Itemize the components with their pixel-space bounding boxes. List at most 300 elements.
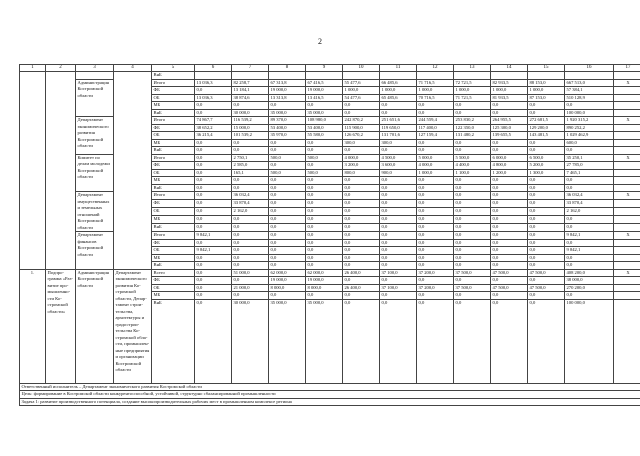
value-cell: 0,0	[491, 184, 528, 192]
value-cell: 0,0	[380, 262, 417, 270]
value-cell: 30 000,0	[232, 299, 269, 383]
value-cell: 0,0	[232, 224, 269, 232]
value-cell: 0,0	[417, 200, 454, 208]
value-cell: 0,0	[195, 109, 232, 117]
mark-cell	[614, 284, 640, 292]
column-number: 3	[76, 65, 114, 72]
value-cell: 0,0	[306, 254, 343, 262]
value-cell: 0,0	[306, 292, 343, 300]
value-cell: 0,0	[269, 139, 306, 147]
value-cell	[565, 72, 614, 80]
value-cell: 264 955,5	[491, 117, 528, 125]
value-cell: 0,0	[195, 200, 232, 208]
value-cell: 0,0	[343, 277, 380, 285]
value-cell: 0,0	[454, 247, 491, 255]
value-cell: 0,0	[343, 109, 380, 117]
value-cell: 116 539,2	[232, 117, 269, 125]
source-cell: ОБ	[152, 208, 195, 216]
value-cell: 0,0	[232, 232, 269, 240]
value-cell: 70 716,5	[417, 94, 454, 102]
column-number: 14	[491, 65, 528, 72]
value-cell: 131 701,6	[380, 132, 417, 140]
value-cell: 0,0	[491, 232, 528, 240]
column-number: 1	[20, 65, 46, 72]
value-cell: 2 162,0	[232, 208, 269, 216]
value-cell: 89 370,0	[269, 117, 306, 125]
value-cell: 0,0	[306, 224, 343, 232]
mark-cell	[614, 87, 640, 95]
value-cell: 0,0	[306, 208, 343, 216]
executor-cell: Департамент имущественных и земельных отношений Костромской области	[76, 192, 114, 232]
value-cell: 242 870,2	[343, 117, 380, 125]
value-cell: 0,0	[380, 292, 417, 300]
value-cell: 0,0	[380, 216, 417, 224]
value-cell: 0,0	[491, 254, 528, 262]
value-cell: 800,0	[343, 169, 380, 177]
source-cell: ОБ	[152, 94, 195, 102]
source-cell: ФБ	[152, 87, 195, 95]
executor-cell: Администрация Костромской области	[76, 79, 114, 117]
value-cell: 139 655,5	[491, 132, 528, 140]
value-cell: 0,0	[417, 192, 454, 200]
value-cell: 55 477,6	[343, 79, 380, 87]
mark-cell	[614, 162, 640, 170]
value-cell: 0,0	[454, 224, 491, 232]
value-cell: 13 313,8	[269, 94, 306, 102]
mark-cell	[614, 254, 640, 262]
value-cell: 0,0	[491, 239, 528, 247]
source-cell: Итого	[152, 154, 195, 162]
value-cell: 0,0	[380, 147, 417, 155]
value-cell: 4 500,0	[380, 154, 417, 162]
mark-cell: X	[614, 154, 640, 162]
value-cell: 55 580,0	[306, 132, 343, 140]
value-cell: 0,0	[306, 262, 343, 270]
value-cell: 0,0	[269, 292, 306, 300]
value-cell: 0,0	[491, 102, 528, 110]
value-cell: 0,0	[491, 277, 528, 285]
value-cell: 37 500,0	[454, 269, 491, 277]
value-cell: 0,0	[269, 262, 306, 270]
source-cell: ВнБ	[152, 184, 195, 192]
source-cell: ОБ	[152, 132, 195, 140]
value-cell: 2 162,0	[565, 208, 614, 216]
value-cell: 0,0	[380, 239, 417, 247]
value-cell: 0,0	[380, 247, 417, 255]
value-cell: 0,0	[232, 184, 269, 192]
value-cell: 0,0	[417, 208, 454, 216]
value-cell: 1 000,0	[417, 169, 454, 177]
value-cell: 0,0	[454, 277, 491, 285]
value-cell: 0,0	[454, 109, 491, 117]
value-cell: 0,0	[343, 224, 380, 232]
executor-cell: Администрация Костромской области	[76, 269, 114, 383]
number-cell: 1.	[20, 269, 46, 383]
value-cell: 0,0	[380, 102, 417, 110]
value-cell: 2 750,1	[232, 154, 269, 162]
value-cell: 0,0	[306, 200, 343, 208]
footer-goal: Цель: формирование в Костромской области конкурентоспособной, устойчивой, структурно сбалансированной промышленности	[20, 391, 640, 399]
source-cell: МБ	[152, 139, 195, 147]
value-cell: 0,0	[343, 102, 380, 110]
executor-cell: Департамент финансов Костромской области	[76, 232, 114, 270]
value-cell: 119 650,0	[380, 124, 417, 132]
value-cell: 165,1	[232, 169, 269, 177]
value-cell: 0,0	[232, 139, 269, 147]
value-cell: 0,0	[454, 208, 491, 216]
value-cell: 0,0	[417, 277, 454, 285]
value-cell: 300,0	[380, 139, 417, 147]
value-cell: 26 400,0	[343, 284, 380, 292]
value-cell: 0,0	[343, 232, 380, 240]
column-number: 17	[614, 65, 640, 72]
value-cell: 500,0	[269, 154, 306, 162]
value-cell: 101 539,2	[232, 132, 269, 140]
value-cell: 0,0	[454, 184, 491, 192]
mark-cell	[614, 102, 640, 110]
value-cell: 0,0	[380, 184, 417, 192]
value-cell: 37 500,0	[454, 284, 491, 292]
value-cell: 8 000,0	[269, 284, 306, 292]
value-cell: 500,0	[306, 169, 343, 177]
value-cell: 0,0	[343, 177, 380, 185]
value-cell: 0,0	[195, 169, 232, 177]
value-cell: 0,0	[528, 200, 565, 208]
value-cell: 0,0	[528, 139, 565, 147]
value-cell	[614, 72, 640, 80]
value-cell: 36 032,4	[565, 192, 614, 200]
source-cell: Всего	[152, 269, 195, 277]
value-cell	[454, 72, 491, 80]
value-cell: 0,0	[454, 147, 491, 155]
table-row	[20, 72, 640, 80]
value-cell: 0,0	[306, 162, 343, 170]
source-cell: ВнБ	[152, 72, 195, 80]
value-cell: 4 400,0	[454, 162, 491, 170]
value-cell: 0,0	[491, 147, 528, 155]
source-cell: МБ	[152, 102, 195, 110]
source-cell: ВнБ	[152, 262, 195, 270]
value-cell: 1 000,0	[417, 87, 454, 95]
value-cell: 0,0	[232, 292, 269, 300]
coexecutor-cell: Департамент экономического развития Костромской области, Департамент строительства, архитектуры и градостроительства Костромской области, промышленные предприятия и организации Костромской области	[114, 269, 152, 383]
value-cell: 0,0	[306, 184, 343, 192]
value-cell	[380, 72, 417, 80]
source-cell: ФБ	[152, 200, 195, 208]
value-cell: 5 000,0	[417, 154, 454, 162]
value-cell	[343, 72, 380, 80]
value-cell	[195, 72, 232, 80]
table-row	[20, 154, 640, 162]
value-cell: 30 000,0	[232, 109, 269, 117]
value-cell: 2 585,0	[232, 162, 269, 170]
value-cell: 0,0	[269, 239, 306, 247]
value-cell: 9 842,1	[195, 232, 232, 240]
value-cell: 1 200,0	[491, 169, 528, 177]
value-cell: 4 800,0	[491, 162, 528, 170]
value-cell: 0,0	[417, 262, 454, 270]
value-cell: 0,0	[343, 254, 380, 262]
value-cell: 87 153,0	[528, 94, 565, 102]
value-cell: 6 500,0	[528, 154, 565, 162]
value-cell: 272 681,5	[528, 117, 565, 125]
value-cell: 82 933,5	[491, 79, 528, 87]
value-cell: 0,0	[195, 87, 232, 95]
value-cell: 0,0	[232, 216, 269, 224]
value-cell: 244 559,4	[417, 117, 454, 125]
mark-cell	[614, 299, 640, 383]
value-cell: 0,0	[417, 239, 454, 247]
executor-cell: Комитет по делам молодежи Костромской области	[76, 154, 114, 192]
value-cell: 57 384,1	[565, 87, 614, 95]
value-cell: 0,0	[417, 247, 454, 255]
value-cell: 667 513,0	[565, 79, 614, 87]
value-cell: 13 036,3	[195, 94, 232, 102]
value-cell: 0,0	[417, 109, 454, 117]
column-number: 2	[46, 65, 76, 72]
value-cell: 0,0	[565, 177, 614, 185]
value-cell: 82 258,7	[232, 79, 269, 87]
column-number: 12	[417, 65, 454, 72]
value-cell: 0,0	[528, 232, 565, 240]
mark-cell: X	[614, 117, 640, 125]
value-cell: 0,0	[195, 192, 232, 200]
value-cell	[491, 72, 528, 80]
value-cell: 0,0	[195, 292, 232, 300]
value-cell: 13 416,5	[306, 94, 343, 102]
value-cell: 8 000,0	[306, 284, 343, 292]
value-cell: 72 721,5	[454, 79, 491, 87]
value-cell: 0,0	[269, 208, 306, 216]
column-number: 11	[380, 65, 417, 72]
value-cell: 0,0	[343, 147, 380, 155]
value-cell: 1 300,0	[528, 169, 565, 177]
value-cell: 0,0	[565, 239, 614, 247]
value-cell: 0,0	[195, 102, 232, 110]
value-cell: 0,0	[343, 239, 380, 247]
value-cell: 0,0	[491, 299, 528, 383]
value-cell: 37 200,0	[417, 284, 454, 292]
value-cell: 47 500,0	[491, 284, 528, 292]
value-cell: 0,0	[343, 184, 380, 192]
value-cell: 0,0	[232, 254, 269, 262]
value-cell: 0,0	[491, 262, 528, 270]
value-cell: 6 000,0	[491, 154, 528, 162]
value-cell: 0,0	[528, 262, 565, 270]
value-cell: 35 000,0	[269, 299, 306, 383]
column-number: 6	[195, 65, 232, 72]
column-number: 5	[152, 65, 195, 72]
value-cell	[528, 72, 565, 80]
value-cell: 5 200,0	[528, 162, 565, 170]
column-number: 16	[565, 65, 614, 72]
value-cell: 0,0	[343, 216, 380, 224]
program-cell: Подпрограмма «Развитие промышленности Костромской области»	[46, 269, 76, 383]
source-cell: ВнБ	[152, 224, 195, 232]
value-cell: 0,0	[528, 247, 565, 255]
value-cell: 0,0	[417, 147, 454, 155]
source-cell: МБ	[152, 216, 195, 224]
value-cell: 129 200,0	[528, 124, 565, 132]
source-cell: ОБ	[152, 169, 195, 177]
value-cell: 62 000,0	[269, 269, 306, 277]
mark-cell	[614, 109, 640, 117]
value-cell: 21 000,0	[232, 284, 269, 292]
value-cell: 0,0	[565, 147, 614, 155]
value-cell: 65 485,6	[380, 94, 417, 102]
value-cell: 0,0	[232, 247, 269, 255]
value-cell: 0,0	[417, 216, 454, 224]
value-cell: 0,0	[269, 247, 306, 255]
value-cell: 0,0	[380, 254, 417, 262]
value-cell: 0,0	[269, 192, 306, 200]
value-cell: 500,0	[306, 154, 343, 162]
value-cell: 0,0	[454, 192, 491, 200]
value-cell: 0,0	[528, 208, 565, 216]
value-cell: 0,0	[380, 177, 417, 185]
value-cell: 71 721,5	[454, 94, 491, 102]
program-cell	[46, 72, 76, 270]
value-cell: 0,0	[491, 177, 528, 185]
value-cell: 53 400,0	[306, 124, 343, 132]
value-cell: 122 350,0	[454, 124, 491, 132]
value-cell: 0,0	[454, 254, 491, 262]
value-cell: 47 500,0	[528, 284, 565, 292]
value-cell: 0,0	[343, 208, 380, 216]
value-cell: 500,0	[269, 169, 306, 177]
value-cell: 0,0	[195, 224, 232, 232]
value-cell: 0,0	[528, 254, 565, 262]
value-cell: 0,0	[195, 254, 232, 262]
value-cell: 19 000,0	[306, 87, 343, 95]
value-cell: 126 670,2	[343, 132, 380, 140]
value-cell: 1 000,0	[380, 87, 417, 95]
value-cell: 0,0	[269, 184, 306, 192]
footer-row	[20, 391, 640, 399]
value-cell: 0,0	[454, 200, 491, 208]
budget-table	[19, 64, 640, 406]
mark-cell	[614, 132, 640, 140]
value-cell: 0,0	[528, 109, 565, 117]
value-cell: 890 252,2	[565, 124, 614, 132]
value-cell: 300,0	[343, 139, 380, 147]
value-cell: 0,0	[195, 277, 232, 285]
value-cell: 0,0	[343, 292, 380, 300]
value-cell: 0,0	[491, 139, 528, 147]
footer-row	[20, 383, 640, 391]
value-cell: 3 200,0	[343, 162, 380, 170]
value-cell	[306, 72, 343, 80]
value-cell: 0,0	[195, 216, 232, 224]
value-cell: 143 481,5	[528, 132, 565, 140]
value-cell: 510 128,9	[565, 94, 614, 102]
value-cell: 1 000,0	[343, 87, 380, 95]
value-cell: 0,0	[565, 184, 614, 192]
value-cell: 0,0	[269, 162, 306, 170]
value-cell: 26 400,0	[343, 269, 380, 277]
value-cell: 0,0	[343, 200, 380, 208]
value-cell: 0,0	[232, 102, 269, 110]
value-cell: 35 250,1	[565, 154, 614, 162]
value-cell: 0,0	[380, 200, 417, 208]
value-cell: 0,0	[195, 147, 232, 155]
value-cell: 0,0	[269, 177, 306, 185]
value-cell: 0,0	[454, 232, 491, 240]
value-cell: 251 651,6	[380, 117, 417, 125]
value-cell: 33 870,4	[232, 200, 269, 208]
value-cell: 115 900,0	[343, 124, 380, 132]
value-cell: 0,0	[380, 109, 417, 117]
value-cell: 0,0	[232, 277, 269, 285]
mark-cell	[614, 200, 640, 208]
value-cell: 0,0	[269, 216, 306, 224]
header-row	[20, 65, 640, 72]
value-cell: 0,0	[417, 232, 454, 240]
value-cell: 0,0	[232, 239, 269, 247]
source-cell: ВнБ	[152, 299, 195, 383]
value-cell: 0,0	[528, 192, 565, 200]
value-cell: 9 842,1	[565, 232, 614, 240]
source-cell: ФБ	[152, 277, 195, 285]
value-cell: 38 874,6	[232, 94, 269, 102]
value-cell: 0,0	[528, 216, 565, 224]
table-row	[20, 269, 640, 277]
value-cell: 13 036,3	[195, 79, 232, 87]
mark-cell	[614, 94, 640, 102]
value-cell: 81 933,5	[491, 94, 528, 102]
mark-cell: X	[614, 192, 640, 200]
source-cell: Итого	[152, 117, 195, 125]
value-cell: 4 000,0	[343, 154, 380, 162]
value-cell: 131 480,2	[454, 132, 491, 140]
mark-cell: X	[614, 79, 640, 87]
mark-cell	[614, 216, 640, 224]
value-cell: 1 029 462,9	[565, 132, 614, 140]
value-cell: 7 465,1	[565, 169, 614, 177]
mark-cell: X	[614, 269, 640, 277]
value-cell: 0,0	[195, 269, 232, 277]
column-number: 9	[306, 65, 343, 72]
value-cell: 35 970,0	[269, 132, 306, 140]
value-cell: 0,0	[380, 299, 417, 383]
value-cell: 0,0	[380, 224, 417, 232]
value-cell: 19 000,0	[306, 277, 343, 285]
column-number: 7	[232, 65, 269, 72]
value-cell: 35 000,0	[306, 299, 343, 383]
value-cell: 0,0	[454, 299, 491, 383]
value-cell: 0,0	[454, 177, 491, 185]
value-cell: 0,0	[454, 216, 491, 224]
source-cell: ФБ	[152, 162, 195, 170]
value-cell: 0,0	[528, 277, 565, 285]
value-cell: 0,0	[528, 102, 565, 110]
value-cell: 0,0	[306, 102, 343, 110]
footer-responsible: Ответственный исполнитель – Департамент экономического развития Костромской области	[20, 383, 640, 391]
source-cell: ВнБ	[152, 147, 195, 155]
value-cell: 51 000,0	[232, 269, 269, 277]
value-cell: 0,0	[380, 192, 417, 200]
value-cell: 66 485,6	[380, 79, 417, 87]
value-cell: 67 313,8	[269, 79, 306, 87]
value-cell: 0,0	[454, 292, 491, 300]
value-cell: 0,0	[306, 147, 343, 155]
value-cell: 0,0	[306, 232, 343, 240]
value-cell: 0,0	[454, 262, 491, 270]
value-cell: 62 000,0	[306, 269, 343, 277]
column-number: 4	[114, 65, 152, 72]
value-cell: 0,0	[195, 239, 232, 247]
value-cell: 0,0	[417, 102, 454, 110]
